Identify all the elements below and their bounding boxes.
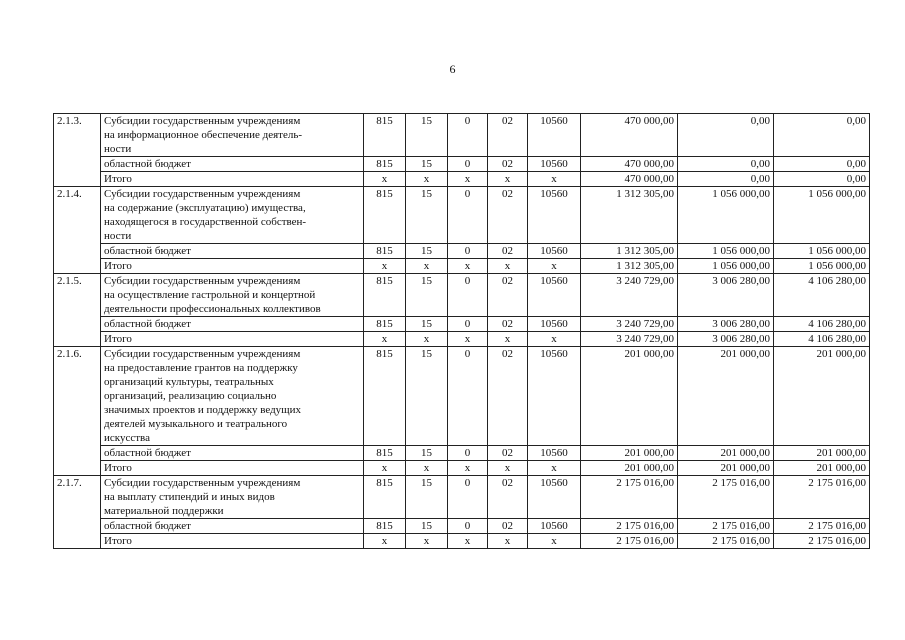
amount-cell: 2 175 016,00 xyxy=(581,534,678,549)
section-row xyxy=(54,274,870,317)
code-cell: 15 xyxy=(406,274,448,317)
code-cell: x xyxy=(406,461,448,476)
code-cell: x xyxy=(448,259,488,274)
amount-cell: 4 106 280,00 xyxy=(774,332,870,347)
code-cell: x xyxy=(448,461,488,476)
budget-row xyxy=(54,446,870,461)
section-title-line: организаций, реализацию социально xyxy=(104,390,277,402)
code-cell: 815 xyxy=(364,476,406,519)
code-cell: 10560 xyxy=(528,274,581,317)
amount-cell: 3 240 729,00 xyxy=(581,332,678,347)
section-title-line: значимых проектов и поддержку ведущих xyxy=(104,404,302,416)
amount-cell: 4 106 280,00 xyxy=(774,317,870,332)
code-cell: 815 xyxy=(364,274,406,317)
code-cell: 0 xyxy=(448,187,488,244)
amount-cell: 470 000,00 xyxy=(581,172,678,187)
amount-cell: 2 175 016,00 xyxy=(678,476,774,519)
code-cell: 10560 xyxy=(528,347,581,446)
section-title-line: Субсидии государственным учреждениям xyxy=(104,477,301,489)
code-cell: x xyxy=(364,461,406,476)
section-title xyxy=(101,274,364,317)
amount-cell: 1 312 305,00 xyxy=(581,187,678,244)
amount-cell: 0,00 xyxy=(774,157,870,172)
code-cell: 15 xyxy=(406,347,448,446)
code-cell: 02 xyxy=(488,274,528,317)
total-row xyxy=(54,461,870,476)
section-title-line: искусства xyxy=(104,432,150,444)
code-cell: 02 xyxy=(488,519,528,534)
amount-cell: 470 000,00 xyxy=(581,157,678,172)
code-cell: x xyxy=(488,534,528,549)
code-cell: 15 xyxy=(406,519,448,534)
section-title-line: Субсидии государственным учреждениям xyxy=(104,115,301,127)
amount-cell: 0,00 xyxy=(678,114,774,157)
code-cell: x xyxy=(528,172,581,187)
code-cell: 815 xyxy=(364,317,406,332)
code-cell: x xyxy=(364,172,406,187)
code-cell: x xyxy=(406,172,448,187)
section-title-line: ности xyxy=(104,143,132,155)
budget-row xyxy=(54,157,870,172)
code-cell: 0 xyxy=(448,274,488,317)
code-cell: 815 xyxy=(364,114,406,157)
section-title-line: на выплату стипендий и иных видов xyxy=(104,491,275,503)
code-cell: x xyxy=(528,534,581,549)
code-cell: 15 xyxy=(406,187,448,244)
amount-cell: 2 175 016,00 xyxy=(774,534,870,549)
section-title-line: деятелей музыкального и театрального xyxy=(104,418,288,430)
amount-cell: 2 175 016,00 xyxy=(774,476,870,519)
amount-cell: 3 006 280,00 xyxy=(678,332,774,347)
section-row xyxy=(54,476,870,519)
code-cell: 815 xyxy=(364,347,406,446)
amount-cell: 201 000,00 xyxy=(581,461,678,476)
code-cell: 0 xyxy=(448,446,488,461)
amount-cell: 2 175 016,00 xyxy=(581,519,678,534)
code-cell: x xyxy=(406,534,448,549)
total-label: Итого xyxy=(101,172,364,187)
budget-label: областной бюджет xyxy=(101,317,364,332)
code-cell: 02 xyxy=(488,476,528,519)
amount-cell: 0,00 xyxy=(678,157,774,172)
code-cell: x xyxy=(528,332,581,347)
amount-cell: 2 175 016,00 xyxy=(678,519,774,534)
amount-cell: 201 000,00 xyxy=(581,347,678,446)
budget-row xyxy=(54,317,870,332)
amount-cell: 2 175 016,00 xyxy=(678,534,774,549)
code-cell: 15 xyxy=(406,317,448,332)
total-row xyxy=(54,534,870,549)
section-number: 2.1.5. xyxy=(54,274,101,347)
code-cell: x xyxy=(364,332,406,347)
code-cell: 15 xyxy=(406,476,448,519)
amount-cell: 2 175 016,00 xyxy=(581,476,678,519)
amount-cell: 470 000,00 xyxy=(581,114,678,157)
total-label: Итого xyxy=(101,259,364,274)
section-title-line: на информационное обеспечение деятель- xyxy=(104,129,303,141)
total-row xyxy=(54,332,870,347)
amount-cell: 201 000,00 xyxy=(774,461,870,476)
section-row xyxy=(54,114,870,157)
amount-cell: 0,00 xyxy=(774,172,870,187)
code-cell: 815 xyxy=(364,157,406,172)
section-title-line: ности xyxy=(104,230,132,242)
total-label: Итого xyxy=(101,332,364,347)
code-cell: 10560 xyxy=(528,157,581,172)
code-cell: 02 xyxy=(488,187,528,244)
code-cell: 02 xyxy=(488,244,528,259)
code-cell: 815 xyxy=(364,244,406,259)
amount-cell: 2 175 016,00 xyxy=(774,519,870,534)
code-cell: 10560 xyxy=(528,446,581,461)
code-cell: 815 xyxy=(364,446,406,461)
total-label: Итого xyxy=(101,461,364,476)
code-cell: x xyxy=(406,332,448,347)
amount-cell: 1 056 000,00 xyxy=(774,244,870,259)
amount-cell: 201 000,00 xyxy=(774,347,870,446)
budget-table-body xyxy=(54,114,870,549)
code-cell: x xyxy=(488,461,528,476)
code-cell: 15 xyxy=(406,244,448,259)
section-number: 2.1.4. xyxy=(54,187,101,274)
code-cell: x xyxy=(488,332,528,347)
amount-cell: 1 312 305,00 xyxy=(581,244,678,259)
code-cell: x xyxy=(528,461,581,476)
code-cell: 15 xyxy=(406,157,448,172)
amount-cell: 1 056 000,00 xyxy=(678,259,774,274)
section-title-line: материальной поддержки xyxy=(104,505,224,517)
code-cell: 815 xyxy=(364,519,406,534)
budget-label: областной бюджет xyxy=(101,157,364,172)
section-title-line: организаций культуры, театральных xyxy=(104,376,274,388)
section-row xyxy=(54,347,870,446)
section-number: 2.1.7. xyxy=(54,476,101,549)
section-number: 2.1.6. xyxy=(54,347,101,476)
amount-cell: 4 106 280,00 xyxy=(774,274,870,317)
amount-cell: 0,00 xyxy=(678,172,774,187)
code-cell: 0 xyxy=(448,347,488,446)
amount-cell: 3 240 729,00 xyxy=(581,274,678,317)
code-cell: x xyxy=(364,259,406,274)
code-cell: 10560 xyxy=(528,114,581,157)
total-row xyxy=(54,172,870,187)
code-cell: 02 xyxy=(488,446,528,461)
section-title-line: находящегося в государственной собствен- xyxy=(104,216,307,228)
code-cell: 10560 xyxy=(528,244,581,259)
section-title-line: деятельности профессиональных коллективов xyxy=(104,303,321,315)
amount-cell: 201 000,00 xyxy=(581,446,678,461)
amount-cell: 201 000,00 xyxy=(678,461,774,476)
code-cell: 0 xyxy=(448,244,488,259)
code-cell: 02 xyxy=(488,317,528,332)
code-cell: 0 xyxy=(448,519,488,534)
section-number: 2.1.3. xyxy=(54,114,101,187)
code-cell: 10560 xyxy=(528,187,581,244)
code-cell: x xyxy=(406,259,448,274)
budget-table xyxy=(53,113,870,549)
section-title-line: Субсидии государственным учреждениям xyxy=(104,275,301,287)
section-title xyxy=(101,476,364,519)
code-cell: 10560 xyxy=(528,317,581,332)
code-cell: 10560 xyxy=(528,519,581,534)
code-cell: 15 xyxy=(406,114,448,157)
amount-cell: 3 006 280,00 xyxy=(678,317,774,332)
code-cell: 0 xyxy=(448,317,488,332)
code-cell: 0 xyxy=(448,476,488,519)
section-title-line: на предоставление грантов на поддержку xyxy=(104,362,298,374)
amount-cell: 3 240 729,00 xyxy=(581,317,678,332)
amount-cell: 201 000,00 xyxy=(774,446,870,461)
code-cell: 0 xyxy=(448,114,488,157)
code-cell: x xyxy=(364,534,406,549)
section-title-line: Субсидии государственным учреждениям xyxy=(104,188,301,200)
amount-cell: 1 056 000,00 xyxy=(678,244,774,259)
total-row xyxy=(54,259,870,274)
amount-cell: 201 000,00 xyxy=(678,347,774,446)
budget-label: областной бюджет xyxy=(101,446,364,461)
code-cell: 02 xyxy=(488,157,528,172)
code-cell: 10560 xyxy=(528,476,581,519)
section-row xyxy=(54,187,870,244)
section-title-line: на осуществление гастрольной и концертной xyxy=(104,289,316,301)
code-cell: 0 xyxy=(448,157,488,172)
amount-cell: 1 056 000,00 xyxy=(774,187,870,244)
section-title-line: Субсидии государственным учреждениям xyxy=(104,348,301,360)
section-title xyxy=(101,347,364,446)
section-title xyxy=(101,187,364,244)
budget-label: областной бюджет xyxy=(101,244,364,259)
code-cell: x xyxy=(488,259,528,274)
budget-label: областной бюджет xyxy=(101,519,364,534)
budget-row xyxy=(54,519,870,534)
code-cell: 815 xyxy=(364,187,406,244)
section-title xyxy=(101,114,364,157)
code-cell: 02 xyxy=(488,347,528,446)
total-label: Итого xyxy=(101,534,364,549)
amount-cell: 1 056 000,00 xyxy=(678,187,774,244)
amount-cell: 1 312 305,00 xyxy=(581,259,678,274)
page-number: 6 xyxy=(449,62,456,76)
amount-cell: 201 000,00 xyxy=(678,446,774,461)
code-cell: 15 xyxy=(406,446,448,461)
section-title-line: на содержание (эксплуатацию) имущества, xyxy=(104,202,306,214)
code-cell: 02 xyxy=(488,114,528,157)
code-cell: x xyxy=(528,259,581,274)
code-cell: x xyxy=(448,172,488,187)
amount-cell: 0,00 xyxy=(774,114,870,157)
amount-cell: 1 056 000,00 xyxy=(774,259,870,274)
amount-cell: 3 006 280,00 xyxy=(678,274,774,317)
budget-row xyxy=(54,244,870,259)
code-cell: x xyxy=(488,172,528,187)
code-cell: x xyxy=(448,534,488,549)
code-cell: x xyxy=(448,332,488,347)
